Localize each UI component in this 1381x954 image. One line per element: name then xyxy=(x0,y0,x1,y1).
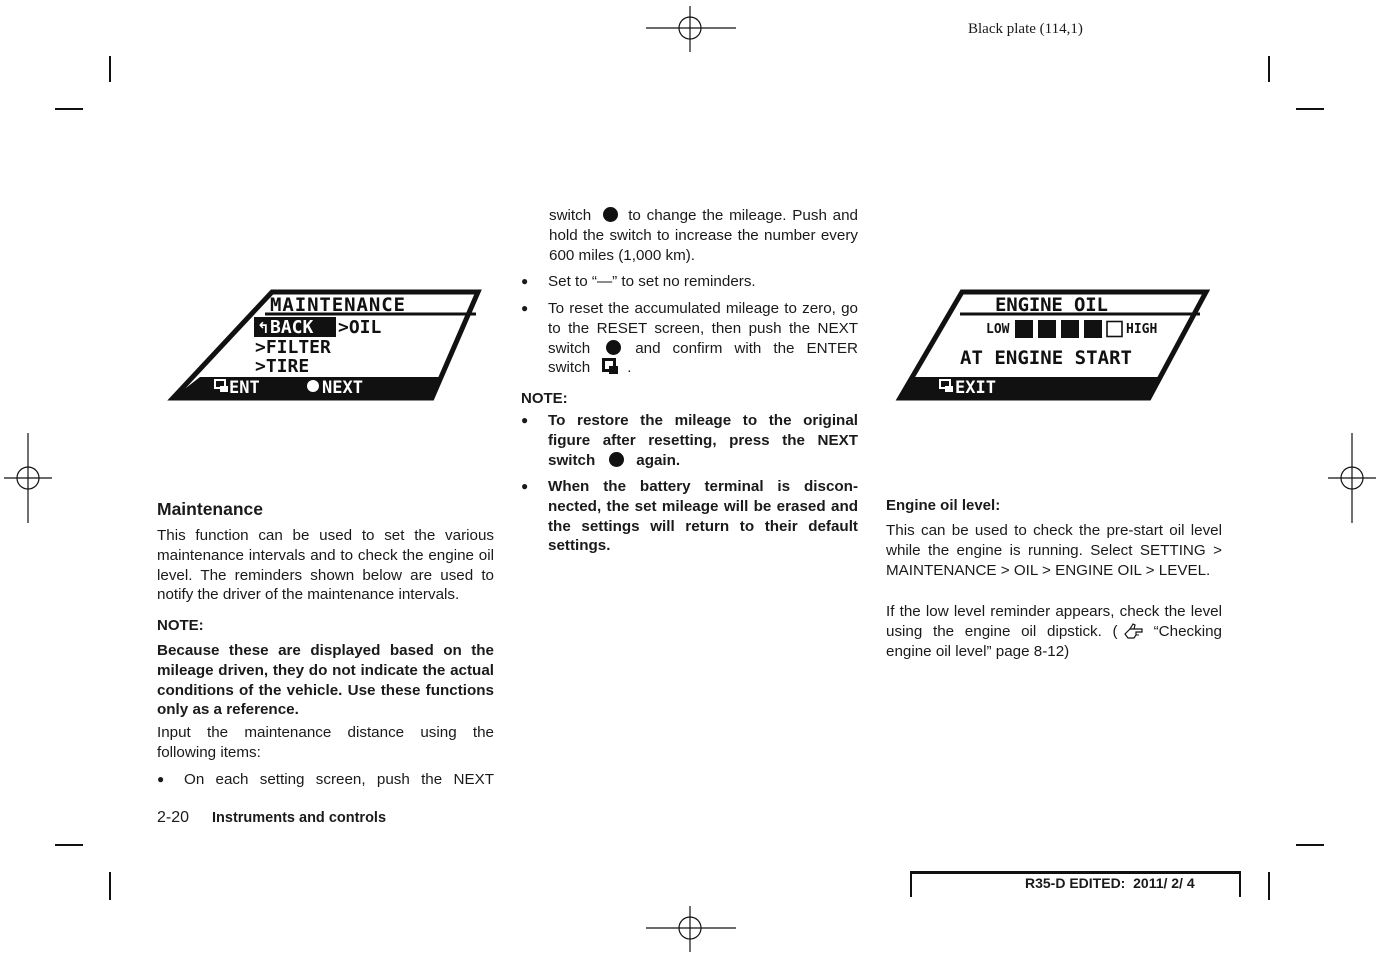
enter-switch-icon xyxy=(602,358,619,375)
page-number: 2-20 xyxy=(157,809,190,826)
engine-oil-paragraph: This can be used to check the pre-start oil level while the engine is running. Select SETTING > MAINTENANCE > OIL > ENGINE OIL > LEVEL. xyxy=(886,522,1222,579)
crop-mark xyxy=(1268,56,1270,82)
engine-oil-display xyxy=(890,280,1220,410)
note-text: Because these are displayed based on the mileage driven, they do not indicate the actual conditions of the vehicle. Use these functions only as a reference. xyxy=(157,642,494,719)
edit-stamp: R35-D EDITED: 2011/ 2/ 4 xyxy=(1025,875,1195,891)
oil-segment-filled xyxy=(1015,320,1033,338)
oil-segment-empty xyxy=(1107,322,1122,337)
maintenance-display xyxy=(160,280,490,410)
bullet-icon: ● xyxy=(521,274,529,288)
next-switch-icon xyxy=(609,452,624,467)
text-span: switch xyxy=(549,207,592,224)
bullet-text: On each setting screen, push the NEXT xyxy=(184,771,494,788)
dipstick-paragraph xyxy=(886,602,1222,661)
bullet-icon: ● xyxy=(157,772,165,786)
crop-mark xyxy=(1268,872,1270,900)
maintenance-filter: >FILTER xyxy=(255,337,331,358)
maintenance-title: MAINTENANCE xyxy=(270,294,405,316)
text-span: and confirm with the ENTER switch xyxy=(548,339,858,377)
bullet-text xyxy=(548,411,858,470)
text-span: again. xyxy=(636,451,681,469)
registration-mark-right xyxy=(1328,433,1376,523)
note-label: NOTE: xyxy=(157,617,204,634)
registration-mark-bottom xyxy=(646,906,736,952)
bullet-text xyxy=(548,299,858,378)
crop-mark xyxy=(109,872,111,900)
bullet-text: When the battery terminal is discon-nected, the set mileage will be erased and the settings will return to their default settings. xyxy=(548,478,858,555)
note-label: NOTE: xyxy=(521,390,568,407)
maintenance-ent: ENT xyxy=(229,378,260,398)
oil-segment-filled xyxy=(1038,320,1056,338)
next-dot-icon xyxy=(307,380,319,392)
back-arrow-icon: ↰ xyxy=(257,319,270,337)
text-span: If the low level reminder appears, check the level using the engine oil dipstick. ( xyxy=(886,603,1222,640)
crop-mark xyxy=(109,56,111,82)
text-span: . xyxy=(627,359,632,377)
high-label: HIGH xyxy=(1126,322,1158,337)
list-item xyxy=(521,411,858,470)
bullet-icon: ● xyxy=(521,301,529,315)
low-label: LOW xyxy=(986,322,1010,337)
crop-mark xyxy=(1296,844,1324,846)
bullet-icon: ● xyxy=(521,413,529,427)
crop-mark xyxy=(55,844,83,846)
text-span: To restore the mileage to the original figure after resetting, press the NEXT switch xyxy=(548,412,858,469)
list-item xyxy=(521,299,858,378)
list-item xyxy=(521,272,858,292)
registration-mark-left xyxy=(4,433,52,523)
bullet-icon: ● xyxy=(521,479,529,493)
maintenance-next: NEXT xyxy=(322,378,363,398)
engine-oil-exit: EXIT xyxy=(955,378,996,398)
next-switch-icon xyxy=(603,207,618,222)
maintenance-oil: >OIL xyxy=(338,317,382,338)
registration-mark-top xyxy=(646,6,736,52)
oil-segment-filled xyxy=(1061,320,1079,338)
section-name: Instruments and controls xyxy=(212,810,387,826)
engine-oil-heading: Engine oil level: xyxy=(886,497,1001,514)
oil-segment-filled xyxy=(1084,320,1102,338)
crop-mark xyxy=(1296,108,1324,110)
maintenance-tire: >TIRE xyxy=(255,356,310,377)
continued-paragraph xyxy=(549,206,858,265)
pointing-hand-icon xyxy=(1124,622,1150,639)
section-title: Maintenance xyxy=(157,499,263,519)
crop-mark xyxy=(55,108,83,110)
text-span: To reset the accumulated mileage to zero, go to the RESET screen, then push the NEXT switch xyxy=(548,300,858,357)
next-switch-icon xyxy=(606,340,621,355)
input-paragraph: Input the maintenance distance using the following items: xyxy=(157,724,494,761)
engine-oil-status: AT ENGINE START xyxy=(960,347,1132,369)
maintenance-back: BACK xyxy=(270,317,314,338)
text-span: to change the mileage. Push and hold the switch to increase the number every 600 miles (1,000 km). xyxy=(549,207,858,264)
bullet-text: Set to “—” to set no reminders. xyxy=(548,273,756,290)
text-span: “Checking engine oil level” page 8-12) xyxy=(886,622,1222,660)
list-item xyxy=(521,477,858,556)
list-item xyxy=(157,770,494,790)
intro-paragraph: This function can be used to set the various maintenance intervals and to check the engine oil level. The reminders shown below are used to notify the driver of the maintenance intervals. xyxy=(157,527,494,604)
plate-label: Black plate (114,1) xyxy=(968,21,1083,37)
engine-oil-title: ENGINE OIL xyxy=(995,294,1108,316)
